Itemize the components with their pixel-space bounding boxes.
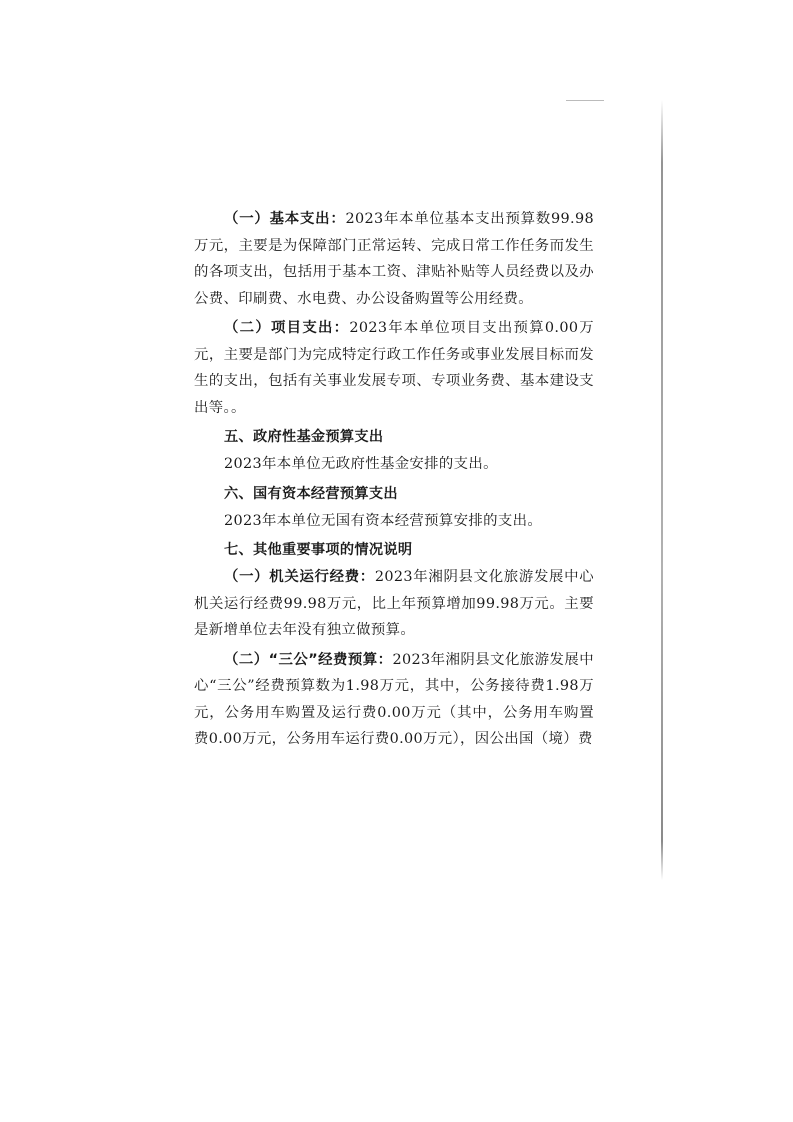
basic-expense-text: 2023年本单位基本支出预算数99.98万元，主要是为保障部门正常运转、完成日常工作任务而发生的各项支出，包括用于基本工资、津贴补贴等人员经费以及办公费、印刷费、水电费、办公设备购置等公用经费。 [194, 211, 594, 307]
basic-expense-paragraph [194, 206, 594, 312]
operating-cost-label: （一）机关运行经费： [224, 569, 375, 585]
three-public-label: （二）“三公”经费预算： [224, 651, 393, 668]
operating-cost-text: 2023年湘阴县文化旅游发展中心机关运行经费99.98万元，比上年预算增加99.98万元。主要是新增单位去年没有独立做预算。 [194, 569, 594, 638]
project-expense-paragraph [194, 315, 594, 421]
project-expense-text: 2023年本单位项目支出预算0.00万元，主要是部门为完成特定行政工作任务或事业发展目标而发生的支出，包括有关事业发展专项、专项业务费、基本建设支出等。。 [194, 320, 594, 416]
basic-expense-label: （一）基本支出： [224, 211, 346, 227]
other-matters-heading: 七、其他重要事项的情况说明 [224, 542, 413, 558]
document-body [194, 206, 594, 753]
state-capital-text: 2023年本单位无国有资本经营预算安排的支出。 [224, 512, 543, 529]
operating-cost-paragraph [194, 564, 594, 644]
scan-page-edge [661, 100, 663, 880]
state-capital-heading: 六、国有资本经营预算支出 [224, 485, 398, 502]
project-expense-label: （二）项目支出： [224, 320, 350, 336]
three-public-text: 2023年湘阴县文化旅游发展中心“三公”经费预算数为1.98万元，其中，公务接待费1.98万元，公务用车购置及运行费0.00万元（其中，公务用车购置费0.00万元，公务用车运行费0.00万元），因公出国（境）费 [194, 651, 594, 747]
three-public-paragraph [194, 647, 594, 753]
gov-fund-heading: 五、政府性基金预算支出 [224, 429, 384, 445]
gov-fund-text: 2023年本单位无政府性基金安排的支出。 [224, 456, 498, 472]
scan-artifact-mark [566, 100, 604, 101]
